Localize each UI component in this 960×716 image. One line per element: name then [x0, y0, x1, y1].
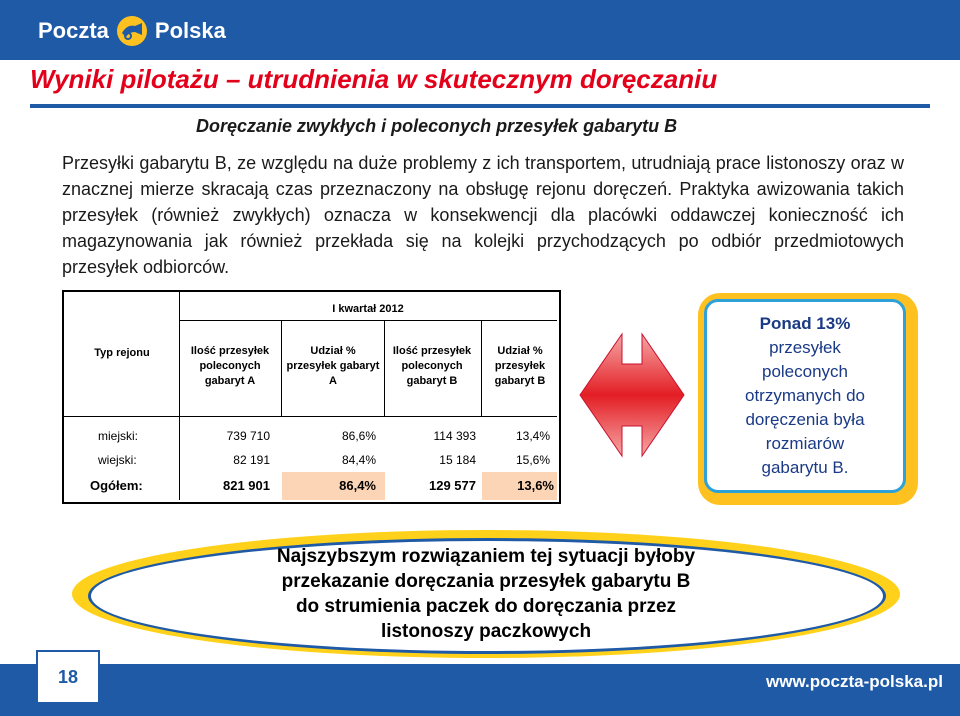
website-link[interactable]: www.poczta-polska.pl [766, 672, 943, 691]
row-b-share-total: 13,6% [517, 478, 554, 493]
title-divider [30, 104, 930, 108]
callout-box [698, 293, 918, 505]
logo-text-right: Polska [154, 18, 226, 43]
callout-line: otrzymanych do [745, 386, 865, 405]
callout-line: przesyłek [769, 338, 841, 357]
row-b-qty: 15 184 [439, 453, 476, 467]
row-b-share: 13,4% [515, 429, 550, 443]
row-type-total: Ogółem: [90, 478, 143, 493]
row-a-share: 84,4% [341, 453, 376, 467]
callout-line: gabarytu B. [761, 458, 849, 477]
double-arrow-icon [578, 320, 686, 470]
table-hline [179, 320, 557, 321]
row-b-share: 15,6% [515, 453, 550, 467]
header-bar [0, 0, 960, 60]
conclusion-line: przekazanie doręczania przesyłek gabarytu B [281, 571, 691, 592]
slide-subtitle: Doręczanie zwykłych i poleconych przesyłek gabarytu B [196, 116, 678, 136]
row-a-qty: 82 191 [233, 453, 270, 467]
row-type: miejski: [98, 429, 139, 443]
row-a-share-total: 86,4% [339, 478, 376, 493]
callout-line: rozmiarów [765, 434, 845, 453]
row-a-qty-total: 821 901 [223, 478, 270, 493]
delivery-table [62, 290, 561, 504]
callout-line: Ponad 13% [759, 314, 851, 333]
row-b-qty: 114 393 [433, 429, 476, 443]
row-type: wiejski: [98, 453, 137, 467]
col-header-b-qty: Ilość przesyłek poleconych gabaryt B [392, 345, 472, 387]
row-a-share: 86,6% [341, 429, 376, 443]
conclusion-line: Najszybszym rozwiązaniem tej sytuacji byłoby [276, 546, 696, 567]
table-hline [64, 416, 557, 417]
logo-text-left: Poczta [38, 18, 109, 43]
table-vline [281, 320, 282, 416]
callout-line: poleconych [761, 362, 848, 381]
table-vline [481, 320, 482, 416]
group-header: I kwartał 2012 [332, 303, 404, 315]
callout-inner [704, 299, 906, 493]
col-header-a-share: Udział % przesyłek gabaryt A [286, 345, 380, 387]
body-paragraph: Przesyłki gabarytu B, ze względu na duże problemy z ich transportem, utrudniają prace listonoszy oraz w znacznej mierze skracają czas przeznaczony na obsługę rejonu doręczeń. Praktyka awizowania takich przesyłek (również zwykłych) oznacza w konsekwencji dla placówki oddawczej konieczność ich magazynowania jak również przekłada się na kolejki przychodzących po odbiór przedmiotowych przesyłek odbiorców. [62, 153, 904, 277]
conclusion-line: do strumienia paczek do doręczania przez [295, 596, 677, 617]
row-a-qty: 739 710 [226, 429, 270, 443]
slide-title: Wyniki pilotażu – utrudnienia w skutecznym doręczaniu [30, 64, 718, 94]
table-vline [384, 320, 385, 416]
table-vline [179, 292, 180, 500]
conclusion-text [196, 544, 776, 644]
callout-line: doręczenia była [745, 410, 865, 429]
post-horn-icon [115, 14, 149, 48]
conclusion-line: listonoszy paczkowych [380, 621, 592, 642]
col-header-b-share: Udział % przesyłek gabaryt B [494, 345, 546, 387]
logo [38, 14, 226, 48]
col-header-type: Typ rejonu [94, 347, 150, 359]
col-header-a-qty: Ilość przesyłek poleconych gabaryt A [190, 345, 270, 387]
page-number: 18 [36, 650, 100, 704]
row-b-qty-total: 129 577 [429, 478, 476, 493]
